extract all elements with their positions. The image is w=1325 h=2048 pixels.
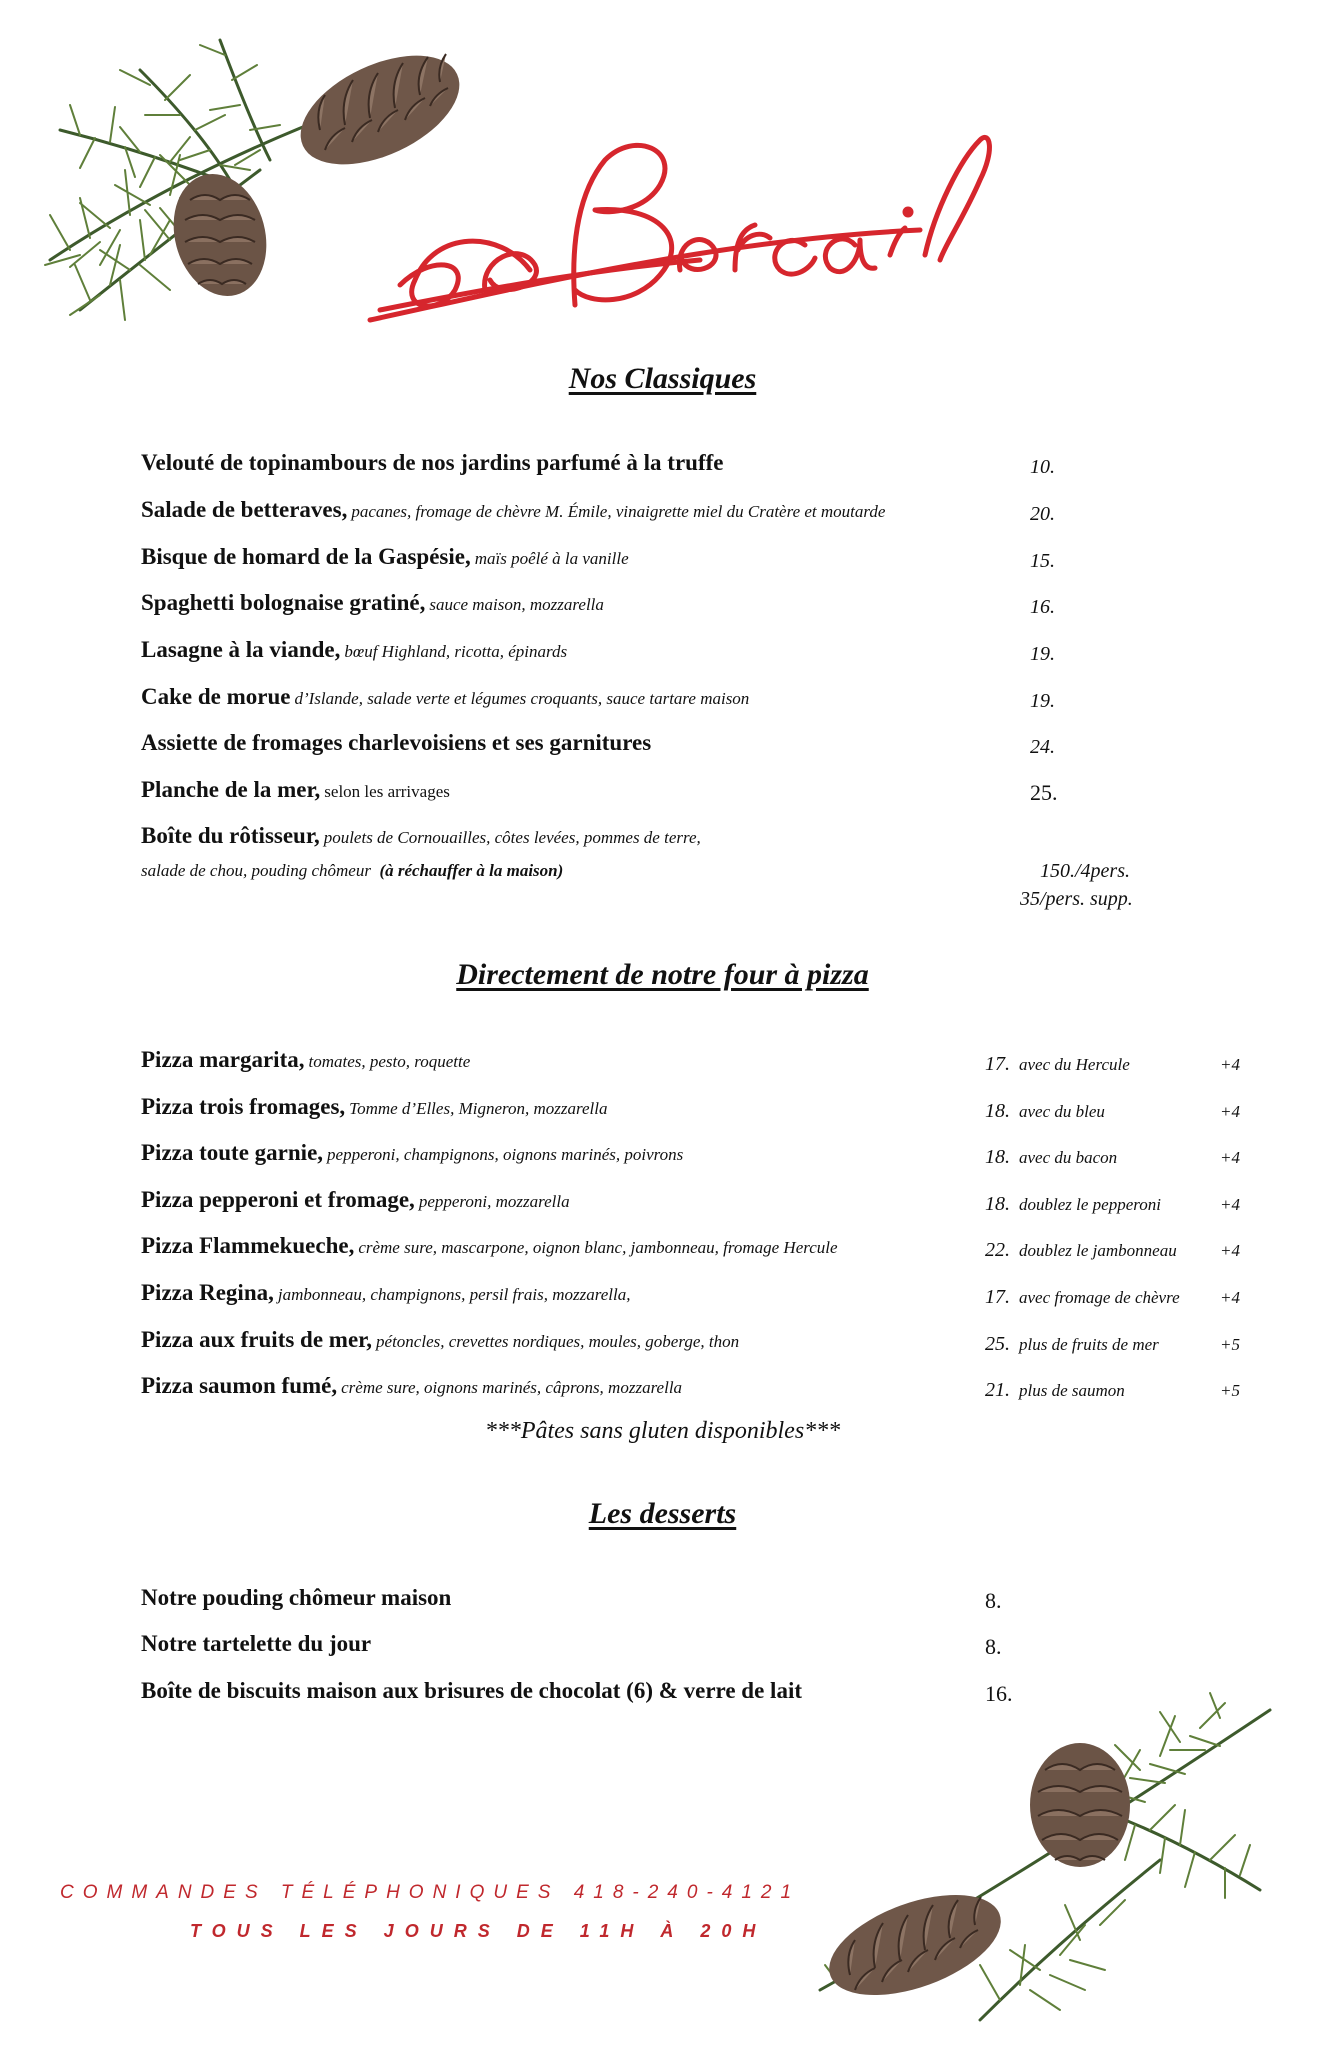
menu-item	[141, 450, 727, 486]
item-description: pepperoni, mozzarella	[418, 1192, 570, 1211]
footer-hours: TOUS LES JOURS DE 11H À 20H	[190, 1921, 767, 1941]
item-name: Pizza trois fromages,	[141, 1094, 346, 1119]
item-option-price: +4	[1220, 1055, 1240, 1074]
item-name: Pizza toute garnie,	[141, 1140, 324, 1165]
item-name: Velouté de topinambours de nos jardins parfumé à la truffe	[141, 450, 724, 475]
item-name: Pizza margarita,	[141, 1047, 305, 1072]
item-price: 17.	[985, 1053, 1010, 1075]
item-price: 16.	[985, 1681, 1013, 1706]
item-name: Pizza saumon fumé,	[141, 1373, 338, 1398]
item-name: Planche de la mer,	[141, 777, 321, 802]
item-price: 18.	[985, 1100, 1010, 1122]
menu-item	[141, 1187, 570, 1223]
item-description: jambonneau, champignons, persil frais, mozzarella,	[277, 1285, 631, 1304]
menu-item	[141, 1047, 470, 1083]
item-description: maïs poêlé à la vanille	[474, 549, 629, 568]
item-option-price: +4	[1220, 1241, 1240, 1260]
item-description: pétoncles, crevettes nordiques, moules, goberge, thon	[376, 1332, 740, 1351]
menu-item	[141, 1631, 371, 1667]
item-price: 15.	[1030, 550, 1055, 572]
item-description: pepperoni, champignons, oignons marinés, poivrons	[327, 1145, 684, 1164]
brand-logo	[360, 120, 1000, 350]
item-name: Pizza aux fruits de mer,	[141, 1327, 373, 1352]
item-name: Boîte de biscuits maison aux brisures de chocolat (6) & verre de lait	[141, 1678, 802, 1703]
section-title-classics: Nos Classiques	[568, 362, 757, 395]
item-price: 19.	[1030, 690, 1055, 712]
item-price: 19.	[1030, 643, 1055, 665]
item-name: Salade de betteraves,	[141, 497, 348, 522]
item-option-price: +5	[1220, 1381, 1240, 1400]
menu-item-box	[141, 823, 701, 859]
item-description: selon les arrivages	[324, 782, 450, 801]
menu-item	[141, 730, 655, 766]
item-price: 17.	[985, 1286, 1010, 1308]
menu-item	[141, 1678, 802, 1714]
item-description: Tomme d’Elles, Migneron, mozzarella	[349, 1099, 608, 1118]
pine-branch-bottom-decoration	[800, 1690, 1300, 2035]
item-price: 16.	[1030, 596, 1055, 618]
item-description: bœuf Highland, ricotta, épinards	[344, 642, 568, 661]
item-name: Assiette de fromages charlevoisiens et ses garnitures	[141, 730, 652, 755]
menu-item	[141, 1233, 838, 1269]
item-option-price: +4	[1220, 1288, 1240, 1307]
menu-item	[141, 544, 629, 580]
item-description: pacanes, fromage de chèvre M. Émile, vinaigrette miel du Cratère et moutarde	[351, 502, 886, 521]
item-option: avec du Hercule	[1019, 1055, 1130, 1074]
item-name: Pizza pepperoni et fromage,	[141, 1187, 415, 1212]
item-price: 18.	[985, 1193, 1010, 1215]
section-title-pizza: Directement de notre four à pizza	[456, 958, 869, 991]
item-description: d’Islande, salade verte et légumes croquants, sauce tartare maison	[294, 689, 750, 708]
menu-item	[141, 590, 604, 626]
item-option: avec fromage de chèvre	[1019, 1288, 1180, 1307]
menu-item	[141, 1585, 451, 1621]
menu-item	[141, 637, 567, 673]
menu-item	[141, 1327, 739, 1363]
menu-item	[141, 777, 450, 813]
item-price: 20.	[1030, 503, 1055, 525]
item-price: 21.	[985, 1379, 1010, 1401]
item-price-extra: 35/pers. supp.	[1020, 888, 1133, 910]
item-description-cont: salade de chou, pouding chômeur	[141, 861, 371, 880]
item-price: 25.	[1030, 780, 1058, 805]
item-price: 10.	[1030, 456, 1055, 478]
pine-cone-icon	[816, 1875, 1014, 2015]
item-description: crème sure, mascarpone, oignon blanc, jambonneau, fromage Hercule	[358, 1238, 838, 1257]
item-name: Notre tartelette du jour	[141, 1631, 372, 1656]
item-price: 22.	[985, 1239, 1010, 1261]
item-option-price: +5	[1220, 1335, 1240, 1354]
item-option: doublez le jambonneau	[1019, 1241, 1177, 1260]
item-description: poulets de Cornouailles, côtes levées, pommes de terre,	[323, 828, 701, 847]
item-name: Pizza Flammekueche,	[141, 1233, 355, 1258]
item-option: avec du bleu	[1019, 1102, 1105, 1121]
item-price: 25.	[985, 1333, 1010, 1355]
item-name: Lasagne à la viande,	[141, 637, 341, 662]
item-price: 18.	[985, 1146, 1010, 1168]
item-price: 8.	[985, 1634, 1002, 1659]
item-name: Notre pouding chômeur maison	[141, 1585, 452, 1610]
item-option: avec du bacon	[1019, 1148, 1118, 1167]
item-price: 24.	[1030, 736, 1055, 758]
item-description: crème sure, oignons marinés, câprons, mozzarella	[341, 1378, 683, 1397]
menu-item	[141, 1373, 682, 1409]
item-description-line2	[141, 861, 563, 881]
reheat-note: (à réchauffer à la maison)	[379, 861, 564, 880]
item-description: sauce maison, mozzarella	[429, 595, 604, 614]
menu-item	[141, 1280, 630, 1316]
item-name: Pizza Regina,	[141, 1280, 274, 1305]
section-title-desserts: Les desserts	[588, 1497, 737, 1530]
item-option: doublez le pepperoni	[1019, 1195, 1161, 1214]
logo-script	[360, 120, 1000, 350]
item-price: 150./4pers.	[1040, 860, 1130, 882]
item-option-price: +4	[1220, 1102, 1240, 1121]
item-option: plus de saumon	[1019, 1381, 1125, 1400]
menu-item	[141, 1094, 607, 1130]
menu-item	[141, 1140, 683, 1176]
item-name: Spaghetti bolognaise gratiné,	[141, 590, 426, 615]
menu-item	[141, 497, 885, 533]
item-name: Boîte du rôtisseur,	[141, 823, 320, 848]
item-option-price: +4	[1220, 1195, 1240, 1214]
item-name: Bisque de homard de la Gaspésie,	[141, 544, 471, 569]
item-name: Cake de morue	[141, 684, 291, 709]
footer-phone-orders: COMMANDES TÉLÉPHONIQUES 418-240-4121	[60, 1882, 801, 1903]
item-option: plus de fruits de mer	[1019, 1335, 1159, 1354]
item-price: 8.	[985, 1588, 1002, 1613]
item-description: tomates, pesto, roquette	[308, 1052, 471, 1071]
gluten-free-note: ***Pâtes sans gluten disponibles***	[484, 1418, 841, 1444]
pine-cone-icon	[1030, 1743, 1130, 1867]
item-option-price: +4	[1220, 1148, 1240, 1167]
menu-item	[141, 684, 749, 720]
